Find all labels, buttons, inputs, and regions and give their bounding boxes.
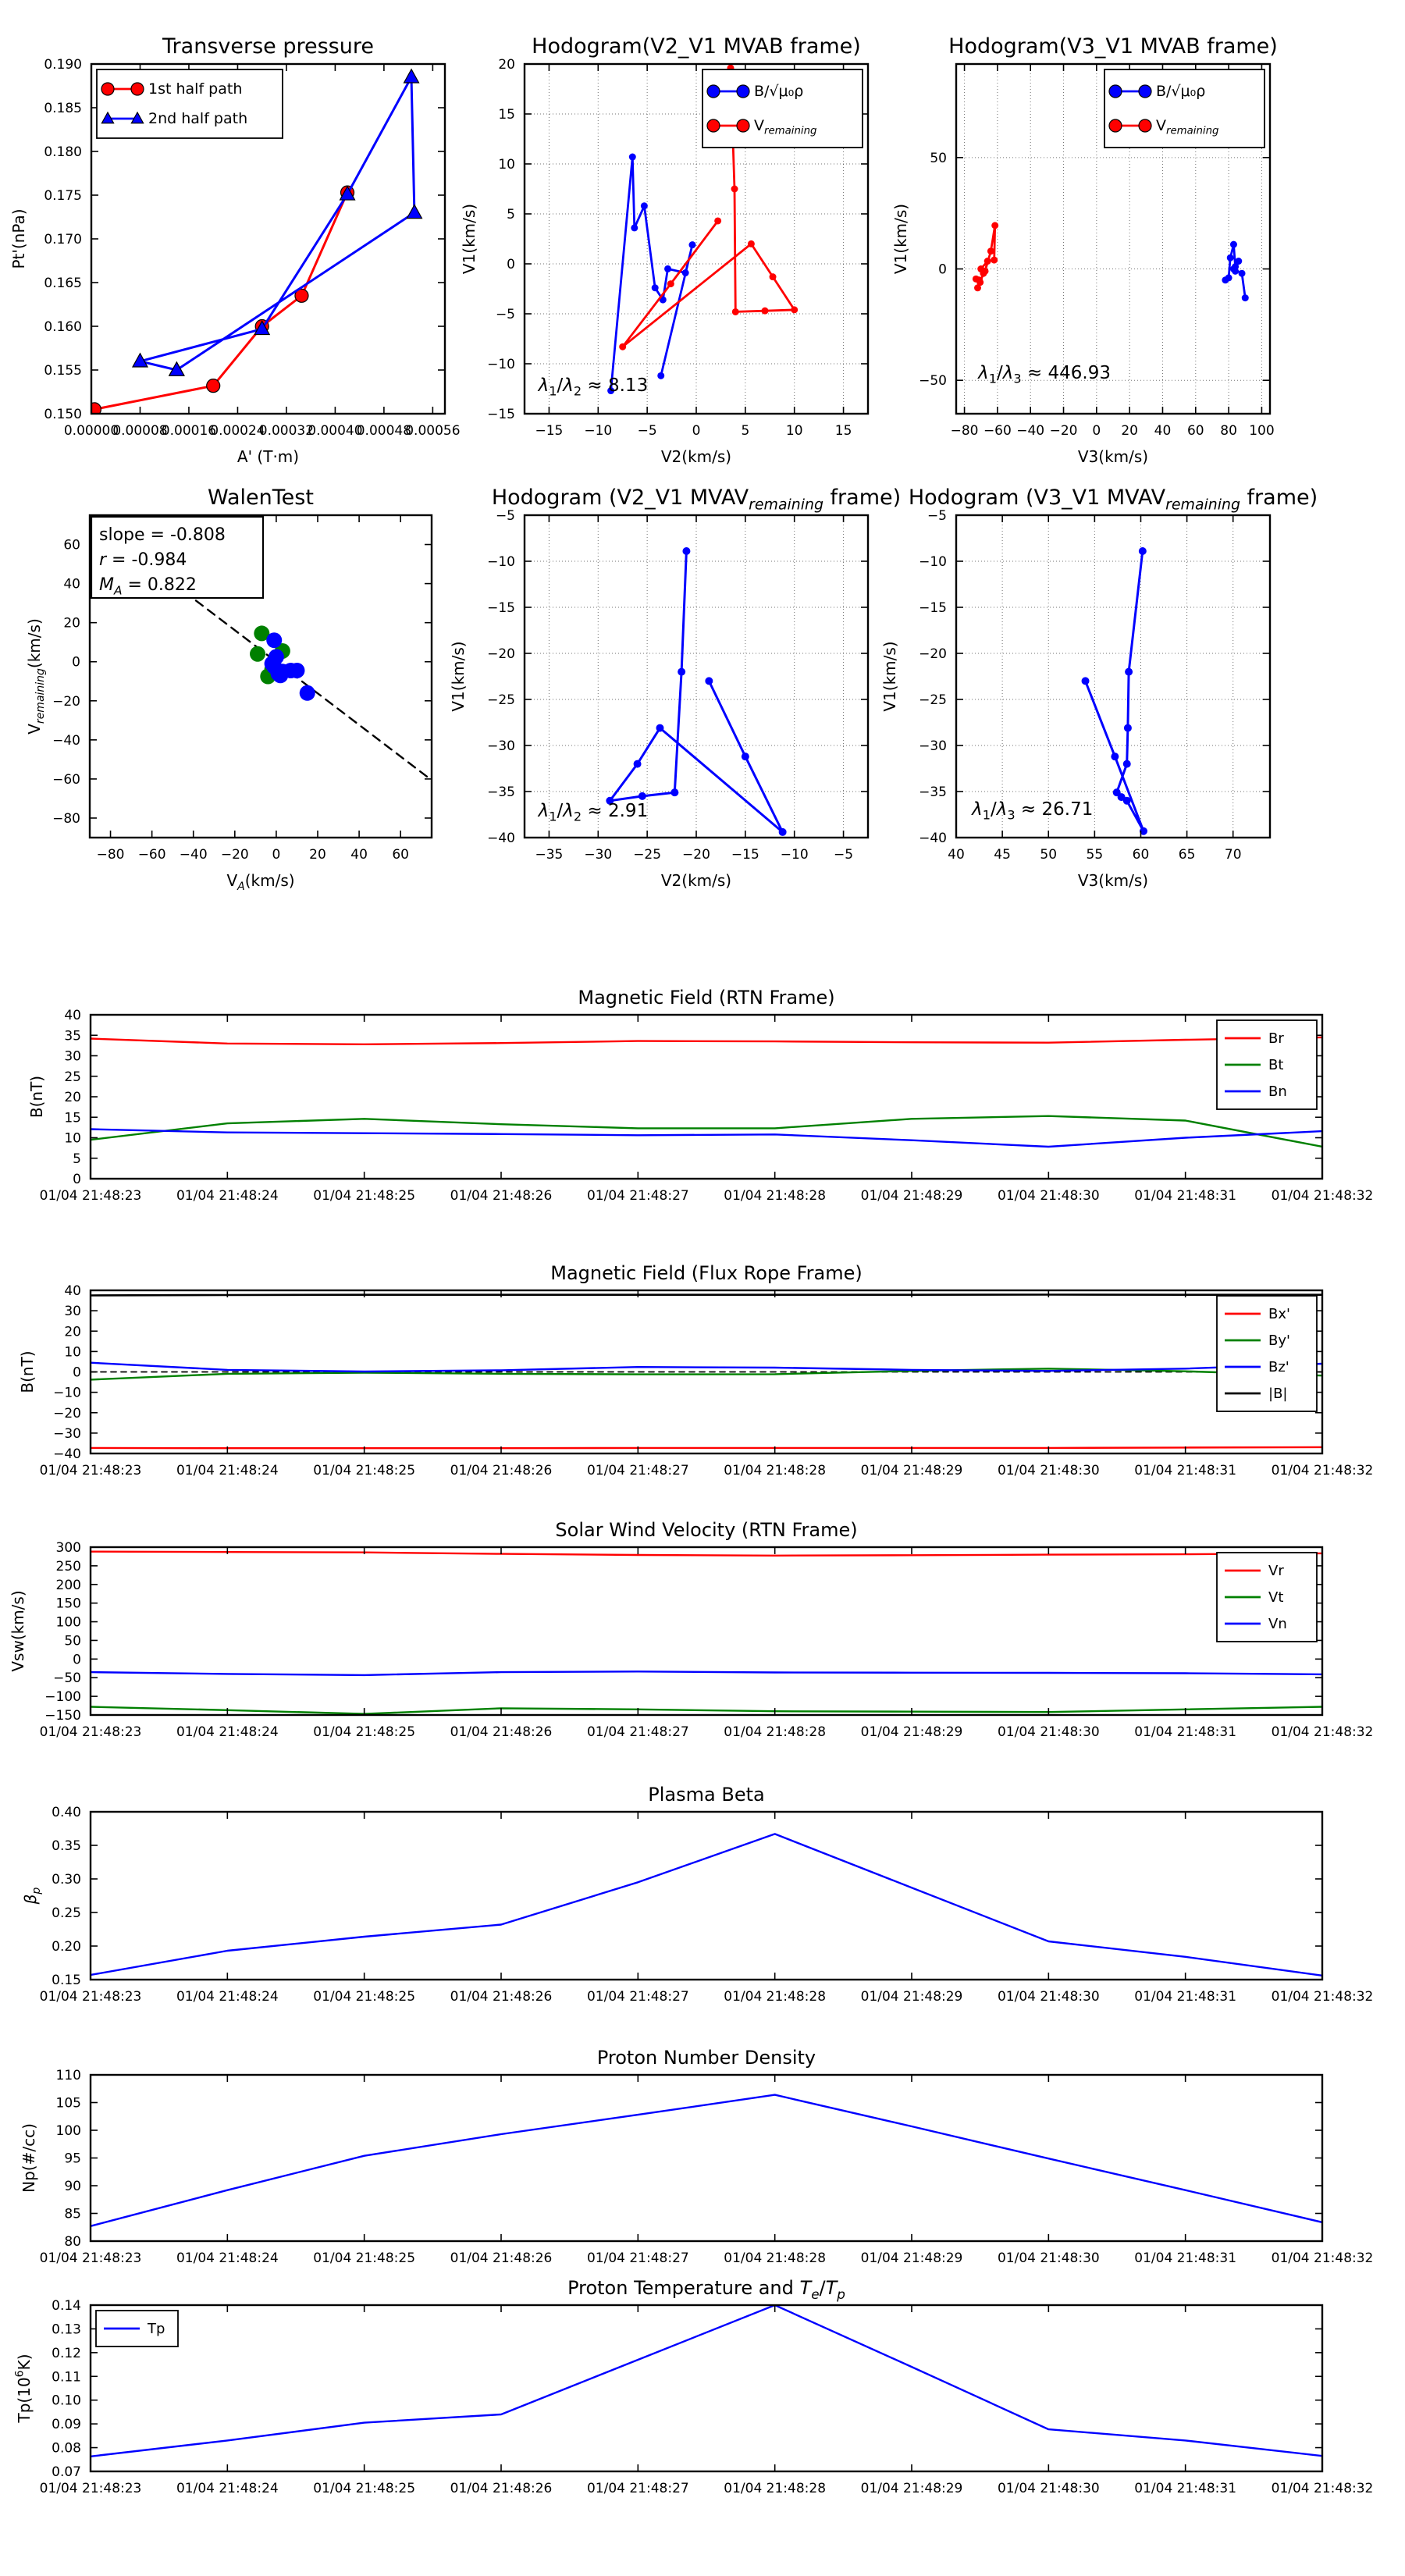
svg-text:0.35: 0.35 (52, 1838, 81, 1854)
legend (97, 69, 283, 138)
series-blue-points (265, 632, 315, 701)
svg-text:01/04 21:48:28: 01/04 21:48:28 (724, 1188, 827, 1204)
svg-text:Proton Number Density: Proton Number Density (596, 2047, 816, 2069)
svg-text:0.10: 0.10 (52, 2393, 81, 2409)
svg-text:−40: −40 (179, 847, 208, 863)
svg-text:B/√μ₀ρ: B/√μ₀ρ (1156, 83, 1206, 100)
svg-text:01/04 21:48:23: 01/04 21:48:23 (39, 1188, 142, 1204)
svg-text:10: 10 (498, 157, 515, 173)
svg-text:0.00040: 0.00040 (308, 423, 363, 439)
svg-text:0: 0 (272, 847, 281, 863)
svg-text:250: 250 (55, 1558, 81, 1574)
svg-text:01/04 21:48:27: 01/04 21:48:27 (586, 1989, 689, 2005)
panel-hodogram-v2v1-mvab (460, 34, 868, 466)
svg-text:0: 0 (73, 1364, 81, 1381)
svg-text:0.00056: 0.00056 (405, 423, 461, 439)
panel-transverse-pressure (9, 34, 461, 466)
svg-text:01/04 21:48:25: 01/04 21:48:25 (313, 1724, 416, 1740)
svg-text:−35: −35 (487, 785, 515, 800)
axis-ticks (40, 1805, 1374, 2005)
svg-text:0.08: 0.08 (52, 2440, 81, 2457)
svg-text:01/04 21:48:31: 01/04 21:48:31 (1134, 1724, 1237, 1740)
svg-text:01/04 21:48:30: 01/04 21:48:30 (997, 1188, 1100, 1204)
axis-ticks (40, 1283, 1374, 1478)
svg-text:01/04 21:48:27: 01/04 21:48:27 (586, 1724, 689, 1740)
svg-text:60: 60 (63, 537, 80, 553)
svg-text:45: 45 (994, 847, 1011, 863)
svg-text:70: 70 (1224, 847, 1242, 863)
grid (525, 515, 868, 838)
svg-text:01/04 21:48:30: 01/04 21:48:30 (997, 1724, 1100, 1740)
series-Vt (91, 1707, 1322, 1714)
svg-text:V2(km/s): V2(km/s) (660, 871, 732, 890)
svg-text:Pt'(nPa): Pt'(nPa) (9, 208, 28, 269)
svg-text:V3(km/s): V3(km/s) (1077, 447, 1149, 466)
svg-text:λ1/λ3 ≈ 26.71: $\lambda_1/\lambda_3 \approx 26.71$ (972, 799, 1094, 823)
series-Tp (91, 2305, 1322, 2457)
svg-text:10: 10 (785, 423, 803, 439)
svg-text:01/04 21:48:23: 01/04 21:48:23 (39, 2250, 142, 2266)
svg-text:r = -0.984: r = -0.984 (99, 550, 187, 570)
svg-text:40: 40 (63, 576, 80, 592)
svg-text:0.07: 0.07 (52, 2464, 81, 2480)
svg-text:Hodogram(V2_V1 MVAB frame): Hodogram(V2_V1 MVAB frame) (532, 34, 861, 59)
svg-text:−30: −30 (53, 1425, 81, 1442)
svg-text:01/04 21:48:28: 01/04 21:48:28 (724, 2481, 827, 2496)
series-Br (91, 1037, 1322, 1044)
svg-text:110: 110 (55, 2068, 81, 2083)
svg-text:−100: −100 (44, 1689, 81, 1706)
svg-text:20: 20 (309, 847, 326, 863)
svg-text:−10: −10 (487, 554, 515, 570)
panel-hodogram-v2v1-mvav (449, 486, 901, 890)
svg-text:B(nT): B(nT) (27, 1075, 46, 1119)
stats-box (91, 517, 263, 598)
svg-text:01/04 21:48:23: 01/04 21:48:23 (39, 1724, 142, 1740)
svg-text:−20: −20 (220, 847, 249, 863)
svg-text:01/04 21:48:27: 01/04 21:48:27 (586, 1463, 689, 1478)
svg-text:100: 100 (55, 1614, 81, 1631)
svg-text:λ1/λ3 ≈ 446.93: $\lambda_1/\lambda_3 \approx 446.93$ (978, 363, 1112, 386)
series-B-over-sqrt-mu0rho (1222, 241, 1248, 301)
svg-text:2nd half path: 2nd half path (148, 110, 248, 127)
svg-text:−10: −10 (780, 847, 809, 863)
svg-text:V2(km/s): V2(km/s) (660, 447, 732, 466)
svg-text:0: 0 (692, 423, 701, 439)
svg-text:0.190: 0.190 (44, 57, 82, 73)
svg-text:5: 5 (741, 423, 750, 439)
legend (702, 69, 863, 148)
svg-text:V1(km/s): V1(km/s) (891, 203, 910, 275)
svg-text:B/√μ₀ρ: B/√μ₀ρ (754, 83, 804, 100)
svg-text:01/04 21:48:31: 01/04 21:48:31 (1134, 1989, 1237, 2005)
svg-text:0: 0 (72, 654, 80, 671)
svg-text:25: 25 (64, 1069, 81, 1085)
series-V-remaining (973, 222, 998, 291)
svg-text:0.20: 0.20 (52, 1939, 81, 1955)
svg-text:01/04 21:48:32: 01/04 21:48:32 (1271, 1724, 1374, 1740)
svg-text:−20: −20 (682, 847, 710, 863)
svg-text:Bz': Bz' (1268, 1359, 1289, 1375)
svg-text:−15: −15 (487, 407, 515, 422)
svg-text:0.170: 0.170 (44, 232, 82, 247)
svg-text:Bt: Bt (1268, 1057, 1284, 1073)
svg-text:01/04 21:48:26: 01/04 21:48:26 (450, 2250, 553, 2266)
svg-text:−5: −5 (495, 307, 515, 322)
svg-text:−25: −25 (487, 692, 515, 708)
svg-text:01/04 21:48:29: 01/04 21:48:29 (860, 2481, 963, 2496)
legend (96, 2311, 178, 2347)
svg-text:VA(km/s): $V_A(km/s)$ (226, 871, 295, 893)
svg-text:15: 15 (498, 107, 515, 123)
svg-text:−60: −60 (52, 771, 80, 788)
svg-text:−20: −20 (487, 646, 515, 662)
svg-text:−80: −80 (950, 423, 979, 439)
svg-text:Plasma Beta: Plasma Beta (648, 1784, 765, 1806)
svg-text:|B|: |B| (1268, 1386, 1288, 1402)
axis-ticks (40, 1008, 1374, 1204)
series-1st-half-path (87, 186, 354, 416)
svg-text:55: 55 (1086, 847, 1104, 863)
svg-text:−10: −10 (919, 554, 947, 570)
svg-text:0.00008: 0.00008 (112, 423, 168, 439)
svg-text:40: 40 (1154, 423, 1172, 439)
svg-text:By': By' (1268, 1332, 1290, 1349)
svg-text:60: 60 (392, 847, 410, 863)
svg-text:−10: −10 (487, 357, 515, 372)
panel-hodogram-v3v1-mvav (880, 486, 1318, 890)
svg-text:50: 50 (930, 150, 947, 166)
svg-text:−80: −80 (96, 847, 125, 863)
svg-text:10: 10 (64, 1344, 81, 1361)
svg-text:0: 0 (1092, 423, 1101, 439)
svg-text:01/04 21:48:31: 01/04 21:48:31 (1134, 1463, 1237, 1478)
svg-text:10: 10 (64, 1130, 81, 1147)
svg-text:80: 80 (1220, 423, 1237, 439)
svg-text:−5: −5 (495, 508, 515, 524)
svg-text:01/04 21:48:28: 01/04 21:48:28 (724, 1463, 827, 1478)
svg-text:0.40: 0.40 (52, 1805, 81, 1820)
svg-text:Hodogram (V3_V1 MVAVremaining: Hodogram (V3_V1 $MVAV_{remaining}$ frame) (908, 486, 1318, 514)
svg-text:01/04 21:48:30: 01/04 21:48:30 (997, 1989, 1100, 2005)
svg-text:01/04 21:48:25: 01/04 21:48:25 (313, 2481, 416, 2496)
svg-text:105: 105 (55, 2095, 81, 2112)
svg-text:01/04 21:48:24: 01/04 21:48:24 (176, 1463, 279, 1478)
svg-text:01/04 21:48:24: 01/04 21:48:24 (176, 2250, 279, 2266)
svg-text:0: 0 (73, 1652, 81, 1668)
legend (1217, 1020, 1317, 1109)
svg-text:−40: −40 (53, 1446, 81, 1462)
svg-text:01/04 21:48:28: 01/04 21:48:28 (724, 1989, 827, 2005)
svg-text:0.30: 0.30 (52, 1872, 81, 1888)
svg-text:−35: −35 (919, 785, 947, 800)
svg-text:01/04 21:48:29: 01/04 21:48:29 (860, 1989, 963, 2005)
svg-text:01/04 21:48:29: 01/04 21:48:29 (860, 1188, 963, 1204)
svg-text:MA = 0.822: $M_A = 0.822$ (99, 575, 197, 598)
svg-text:5: 5 (73, 1151, 81, 1167)
svg-text:Np(#/cc): Np(#/cc) (20, 2123, 38, 2193)
panel-plasma-beta (21, 1784, 1373, 2005)
svg-text:−30: −30 (584, 847, 613, 863)
legend (1104, 69, 1264, 148)
svg-text:−150: −150 (44, 1708, 81, 1724)
series-Vn (91, 1671, 1322, 1675)
panel-walen-test (25, 486, 432, 893)
svg-text:80: 80 (64, 2234, 81, 2250)
svg-text:100: 100 (55, 2123, 81, 2139)
svg-text:01/04 21:48:32: 01/04 21:48:32 (1271, 2250, 1374, 2266)
svg-text:50: 50 (1040, 847, 1058, 863)
series-Bz-prime (91, 1363, 1322, 1372)
svg-text:Magnetic Field (RTN Frame): Magnetic Field (RTN Frame) (578, 987, 835, 1009)
svg-text:−10: −10 (53, 1385, 81, 1401)
svg-text:20: 20 (64, 1090, 81, 1105)
svg-text:60: 60 (1186, 423, 1204, 439)
svg-text:0.00048: 0.00048 (356, 423, 412, 439)
svg-text:0: 0 (73, 1172, 81, 1187)
svg-text:Magnetic Field (Flux Rope Fram: Magnetic Field (Flux Rope Frame) (550, 1262, 863, 1284)
panel-proton-number-density (20, 2047, 1373, 2266)
svg-text:0.09: 0.09 (52, 2417, 81, 2433)
svg-text:60: 60 (1132, 847, 1150, 863)
svg-text:40: 40 (64, 1008, 81, 1023)
svg-text:01/04 21:48:24: 01/04 21:48:24 (176, 1724, 279, 1740)
svg-text:Vremaining(km/s): $V_{remaining}(km/s)$ (25, 618, 47, 735)
svg-text:0.12: 0.12 (52, 2345, 81, 2361)
svg-text:150: 150 (55, 1596, 81, 1612)
svg-text:slope = -0.808: slope = -0.808 (99, 525, 226, 545)
svg-text:01/04 21:48:28: 01/04 21:48:28 (724, 1724, 827, 1740)
svg-text:01/04 21:48:28: 01/04 21:48:28 (724, 2250, 827, 2266)
svg-text:200: 200 (55, 1577, 81, 1593)
series-Vr (91, 1552, 1322, 1556)
svg-text:0.180: 0.180 (44, 144, 82, 160)
svg-text:0.155: 0.155 (44, 363, 82, 379)
svg-text:01/04 21:48:30: 01/04 21:48:30 (997, 1463, 1100, 1478)
svg-text:01/04 21:48:30: 01/04 21:48:30 (997, 2250, 1100, 2266)
svg-text:V1(km/s): V1(km/s) (460, 203, 478, 275)
svg-text:−10: −10 (584, 423, 613, 439)
svg-text:30: 30 (64, 1048, 81, 1065)
svg-text:−40: −40 (52, 732, 80, 749)
svg-text:−5: −5 (637, 423, 657, 439)
svg-text:01/04 21:48:26: 01/04 21:48:26 (450, 2481, 553, 2496)
svg-text:0.160: 0.160 (44, 319, 82, 335)
svg-text:λ1/λ2 ≈ 2.91: $\lambda_1/\lambda_2 \approx 2.91$ (538, 801, 649, 824)
svg-text:−25: −25 (633, 847, 662, 863)
series-beta-p (91, 1834, 1322, 1975)
svg-text:01/04 21:48:29: 01/04 21:48:29 (860, 1463, 963, 1478)
svg-text:01/04 21:48:26: 01/04 21:48:26 (450, 1463, 553, 1478)
svg-text:Vr: Vr (1268, 1563, 1284, 1579)
svg-text:0.175: 0.175 (44, 188, 82, 204)
svg-text:Br: Br (1268, 1030, 1284, 1047)
svg-text:Bn: Bn (1268, 1083, 1287, 1100)
svg-text:−35: −35 (535, 847, 564, 863)
svg-text:B(nT): B(nT) (18, 1350, 37, 1393)
svg-text:−30: −30 (919, 738, 947, 754)
svg-text:−20: −20 (53, 1405, 81, 1421)
svg-text:Vsw(km/s): Vsw(km/s) (9, 1590, 27, 1672)
svg-text:100: 100 (1249, 423, 1275, 439)
svg-text:0.15: 0.15 (52, 1973, 81, 1988)
svg-text:01/04 21:48:29: 01/04 21:48:29 (860, 1724, 963, 1740)
svg-text:Transverse pressure: Transverse pressure (162, 34, 374, 59)
series-B-magnitude (91, 1295, 1322, 1296)
svg-text:−20: −20 (52, 693, 80, 710)
svg-text:40: 40 (948, 847, 965, 863)
svg-text:90: 90 (64, 2179, 81, 2194)
svg-text:0: 0 (938, 262, 947, 278)
svg-text:01/04 21:48:25: 01/04 21:48:25 (313, 2250, 416, 2266)
svg-text:01/04 21:48:32: 01/04 21:48:32 (1271, 1989, 1374, 2005)
svg-text:20: 20 (1121, 423, 1138, 439)
legend (1217, 1296, 1317, 1411)
axis-ticks (40, 2298, 1374, 2496)
svg-text:−60: −60 (983, 423, 1012, 439)
series-Bn (91, 1130, 1322, 1147)
svg-text:300: 300 (55, 1540, 81, 1556)
series-Np (91, 2095, 1322, 2226)
svg-text:Bx': Bx' (1268, 1306, 1290, 1322)
svg-text:−30: −30 (487, 738, 515, 754)
svg-text:0.165: 0.165 (44, 276, 82, 291)
svg-text:0.25: 0.25 (52, 1905, 81, 1921)
svg-text:0.185: 0.185 (44, 101, 82, 116)
svg-text:01/04 21:48:23: 01/04 21:48:23 (39, 1463, 142, 1478)
svg-text:0.11: 0.11 (52, 2369, 81, 2386)
svg-text:01/04 21:48:25: 01/04 21:48:25 (313, 1188, 416, 1204)
axis-ticks (40, 2068, 1374, 2266)
svg-text:01/04 21:48:23: 01/04 21:48:23 (39, 2481, 142, 2496)
svg-text:λ1/λ2 ≈ 8.13: $\lambda_1/\lambda_2 \approx 8.13$ (538, 375, 649, 399)
svg-text:−40: −40 (1016, 423, 1045, 439)
legend (1217, 1553, 1317, 1642)
svg-text:01/04 21:48:30: 01/04 21:48:30 (997, 2481, 1100, 2496)
svg-text:01/04 21:48:24: 01/04 21:48:24 (176, 1188, 279, 1204)
svg-text:65: 65 (1178, 847, 1196, 863)
svg-text:V3(km/s): V3(km/s) (1077, 871, 1149, 890)
svg-text:−5: −5 (927, 508, 947, 524)
svg-text:20: 20 (498, 57, 515, 73)
svg-text:40: 40 (350, 847, 368, 863)
svg-text:20: 20 (64, 1324, 81, 1340)
svg-text:Vremaining: $V_{remaining}$ (754, 117, 817, 137)
svg-text:Hodogram (V2_V1 MVAVremaining: Hodogram (V2_V1 $MVAV_{remaining}$ frame) (491, 486, 902, 514)
svg-text:01/04 21:48:25: 01/04 21:48:25 (313, 1989, 416, 2005)
svg-text:0.13: 0.13 (52, 2322, 81, 2338)
svg-text:−20: −20 (1049, 423, 1078, 439)
svg-text:−50: −50 (919, 373, 947, 390)
svg-text:Proton Temperature and Te/Tp: Proton Temperature and $T_e/T_p$ (567, 2277, 845, 2302)
svg-text:−80: −80 (52, 810, 80, 827)
series-Bt (91, 1116, 1322, 1147)
svg-text:01/04 21:48:31: 01/04 21:48:31 (1134, 2481, 1237, 2496)
svg-text:85: 85 (64, 2206, 81, 2222)
svg-text:50: 50 (64, 1633, 81, 1649)
svg-text:01/04 21:48:31: 01/04 21:48:31 (1134, 1188, 1237, 1204)
svg-text:40: 40 (64, 1283, 81, 1299)
svg-text:01/04 21:48:26: 01/04 21:48:26 (450, 1724, 553, 1740)
svg-text:βp: $\beta_p$ (21, 1887, 43, 1905)
svg-text:01/04 21:48:24: 01/04 21:48:24 (176, 1989, 279, 2005)
svg-text:01/04 21:48:31: 01/04 21:48:31 (1134, 2250, 1237, 2266)
svg-text:01/04 21:48:24: 01/04 21:48:24 (176, 2481, 279, 2496)
series-B-over-sqrt-mu0rho (607, 154, 695, 395)
svg-text:Vremaining: $V_{remaining}$ (1156, 117, 1219, 137)
panel-solar-wind-velocity (9, 1519, 1373, 1740)
svg-text:5: 5 (507, 207, 515, 222)
svg-text:A' (T·m): A' (T·m) (237, 447, 300, 466)
svg-text:−15: −15 (487, 600, 515, 616)
svg-text:01/04 21:48:29: 01/04 21:48:29 (860, 2250, 963, 2266)
svg-text:Solar Wind Velocity (RTN Frame: Solar Wind Velocity (RTN Frame) (555, 1519, 858, 1541)
svg-text:0.00016: 0.00016 (161, 423, 217, 439)
svg-text:−5: −5 (834, 847, 854, 863)
svg-text:0.00000: 0.00000 (63, 423, 119, 439)
series-Bx-prime (91, 1447, 1322, 1448)
svg-text:V1(km/s): V1(km/s) (449, 641, 468, 712)
svg-text:35: 35 (64, 1028, 81, 1044)
svg-text:WalenTest: WalenTest (208, 486, 314, 510)
svg-text:−50: −50 (53, 1670, 81, 1687)
svg-text:1st half path: 1st half path (148, 80, 243, 98)
svg-text:Vt: Vt (1268, 1589, 1284, 1606)
svg-text:−15: −15 (535, 423, 564, 439)
panel-magnetic-field-flux-rope (18, 1262, 1373, 1478)
svg-text:Tp(106K): $Tp(10^6K)$ (13, 2354, 34, 2423)
svg-text:−15: −15 (731, 847, 759, 863)
svg-text:01/04 21:48:32: 01/04 21:48:32 (1271, 1463, 1374, 1478)
svg-text:Tp: Tp (148, 2321, 165, 2337)
svg-text:0.00032: 0.00032 (258, 423, 315, 439)
svg-text:01/04 21:48:26: 01/04 21:48:26 (450, 1989, 553, 2005)
svg-text:V1(km/s): V1(km/s) (880, 641, 899, 712)
svg-text:01/04 21:48:27: 01/04 21:48:27 (586, 2250, 689, 2266)
svg-text:Vn: Vn (1268, 1616, 1287, 1632)
svg-text:−60: −60 (137, 847, 166, 863)
svg-text:0.150: 0.150 (44, 407, 82, 422)
svg-text:−40: −40 (919, 831, 947, 846)
svg-text:Hodogram(V3_V1 MVAB frame): Hodogram(V3_V1 MVAB frame) (948, 34, 1278, 59)
svg-text:0.00024: 0.00024 (210, 423, 265, 439)
svg-text:30: 30 (64, 1304, 81, 1320)
svg-text:−40: −40 (487, 831, 515, 846)
grid (956, 515, 1270, 838)
svg-text:−20: −20 (919, 646, 947, 662)
panel-magnetic-field-rtn (27, 987, 1373, 1204)
svg-text:01/04 21:48:32: 01/04 21:48:32 (1271, 1188, 1374, 1204)
svg-text:0.14: 0.14 (52, 2298, 81, 2314)
panel-hodogram-v3v1-mvab (891, 34, 1278, 466)
svg-text:−15: −15 (919, 600, 947, 616)
svg-text:01/04 21:48:27: 01/04 21:48:27 (586, 2481, 689, 2496)
svg-text:95: 95 (64, 2151, 81, 2167)
svg-text:15: 15 (64, 1110, 81, 1126)
svg-text:20: 20 (63, 615, 80, 632)
svg-text:01/04 21:48:32: 01/04 21:48:32 (1271, 2481, 1374, 2496)
svg-text:01/04 21:48:23: 01/04 21:48:23 (39, 1989, 142, 2005)
svg-text:01/04 21:48:25: 01/04 21:48:25 (313, 1463, 416, 1478)
svg-text:0: 0 (507, 257, 515, 272)
svg-text:01/04 21:48:27: 01/04 21:48:27 (586, 1188, 689, 1204)
svg-text:−25: −25 (919, 692, 947, 708)
panel-proton-temperature (14, 2277, 1374, 2496)
svg-text:01/04 21:48:26: 01/04 21:48:26 (450, 1188, 553, 1204)
svg-text:15: 15 (834, 423, 852, 439)
